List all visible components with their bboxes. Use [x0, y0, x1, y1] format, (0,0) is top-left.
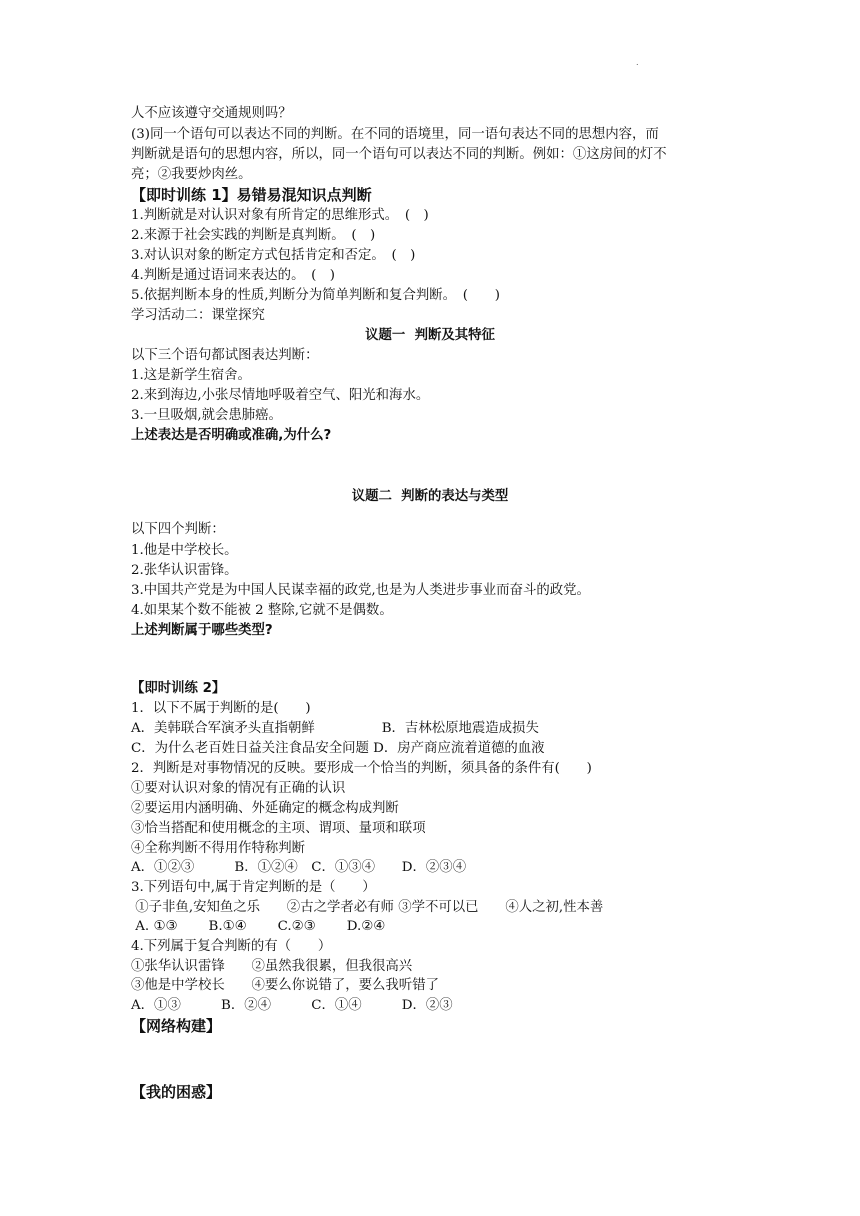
section-heading: 【即时训练 1】易错易混知识点判断 — [131, 186, 372, 204]
text-line: 学习活动二：课堂探究 — [131, 308, 265, 323]
section-heading: 【即时训练 2】 — [131, 681, 226, 696]
text-line: 3.一旦吸烟,就会患肺癌。 — [131, 408, 282, 423]
option-line: ②要运用内涵明确、外延确定的概念构成判断 — [131, 801, 399, 816]
option-line: ③恰当搭配和使用概念的主项、谓项、量项和联项 — [131, 821, 426, 836]
text-line: 以下三个语句都试图表达判断： — [131, 348, 319, 363]
text-line: 2.来到海边,小张尽情地呼吸着空气、阳光和海水。 — [131, 388, 430, 403]
text-line: 4.如果某个数不能被 2 整除,它就不是偶数。 — [131, 603, 393, 618]
option-line: A．美韩联合军演矛头直指朝鲜 B．吉林松原地震造成损失 — [131, 721, 539, 736]
text-line: (3)同一个语句可以表达不同的判断。在不同的语境里，同一语句表达不同的思想内容，而 — [131, 127, 659, 142]
question-line: 3.对认识对象的断定方式包括肯定和否定。 ( ) — [131, 248, 416, 263]
question-line: 5.依据判断本身的性质,判断分为简单判断和复合判断。 ( ) — [131, 288, 500, 303]
option-line: A. ①③ B.①④ C.②③ D.②④ — [131, 919, 386, 934]
text-line: 以下四个判断： — [131, 522, 225, 537]
question-line: 4.判断是通过语词来表达的。 ( ) — [131, 268, 335, 283]
page-mark: . — [636, 58, 639, 67]
question-line: 2．判断是对事物情况的反映。要形成一个恰当的判断，须具备的条件有( ) — [131, 761, 592, 776]
question-line: 1.判断就是对认识对象有所肯定的思维形式。 ( ) — [131, 208, 429, 223]
text-line: 2.张华认识雷锋。 — [131, 563, 238, 578]
text-line: 人不应该遵守交通规则吗？ — [131, 106, 292, 121]
text-line: 1.他是中学校长。 — [131, 543, 238, 558]
topic-heading: 议题一 判断及其特征 — [365, 328, 495, 343]
option-line: ①要对认识对象的情况有正确的认识 — [131, 781, 346, 796]
question-prompt: 上述表达是否明确或准确,为什么? — [131, 428, 332, 443]
question-line: 1．以下不属于判断的是( ) — [131, 701, 311, 716]
section-heading: 【网络构建】 — [131, 1017, 222, 1035]
topic-heading: 议题二 判断的表达与类型 — [351, 489, 509, 504]
question-line: 2.来源于社会实践的判断是真判断。 ( ) — [131, 228, 376, 243]
option-line: ①张华认识雷锋 ②虽然我很累，但我很高兴 — [131, 959, 413, 974]
question-line: 3.下列语句中,属于肯定判断的是（ ） — [131, 880, 376, 895]
section-heading: 【我的困惑】 — [131, 1083, 222, 1101]
text-line: 1.这是新学生宿舍。 — [131, 368, 251, 383]
text-line: 3.中国共产党是为中国人民谋幸福的政党,也是为人类进步事业而奋斗的政党。 — [131, 583, 590, 598]
option-line: ①子非鱼,安知鱼之乐 ②古之学者必有师 ③学不可以已 ④人之初,性本善 — [131, 900, 604, 915]
text-line: 亮；②我要炒肉丝。 — [131, 167, 252, 182]
option-line: A．①②③ B．①②④ C．①③④ D．②③④ — [131, 860, 467, 875]
question-line: 4.下列属于复合判断的有（ ） — [131, 939, 332, 954]
option-line: C．为什么老百姓日益关注食品安全问题 D．房产商应流着道德的血液 — [131, 741, 545, 756]
text-line: 判断就是语句的思想内容，所以，同一个语句可以表达不同的判断。例如：①这房间的灯不 — [131, 147, 667, 162]
option-line: ④全称判断不得用作特称判断 — [131, 841, 306, 856]
option-line: A．①③ B．②④ C．①④ D．②③ — [131, 998, 453, 1013]
option-line: ③他是中学校长 ④要么你说错了，要么我听错了 — [131, 978, 439, 993]
question-prompt: 上述判断属于哪些类型? — [131, 623, 273, 638]
